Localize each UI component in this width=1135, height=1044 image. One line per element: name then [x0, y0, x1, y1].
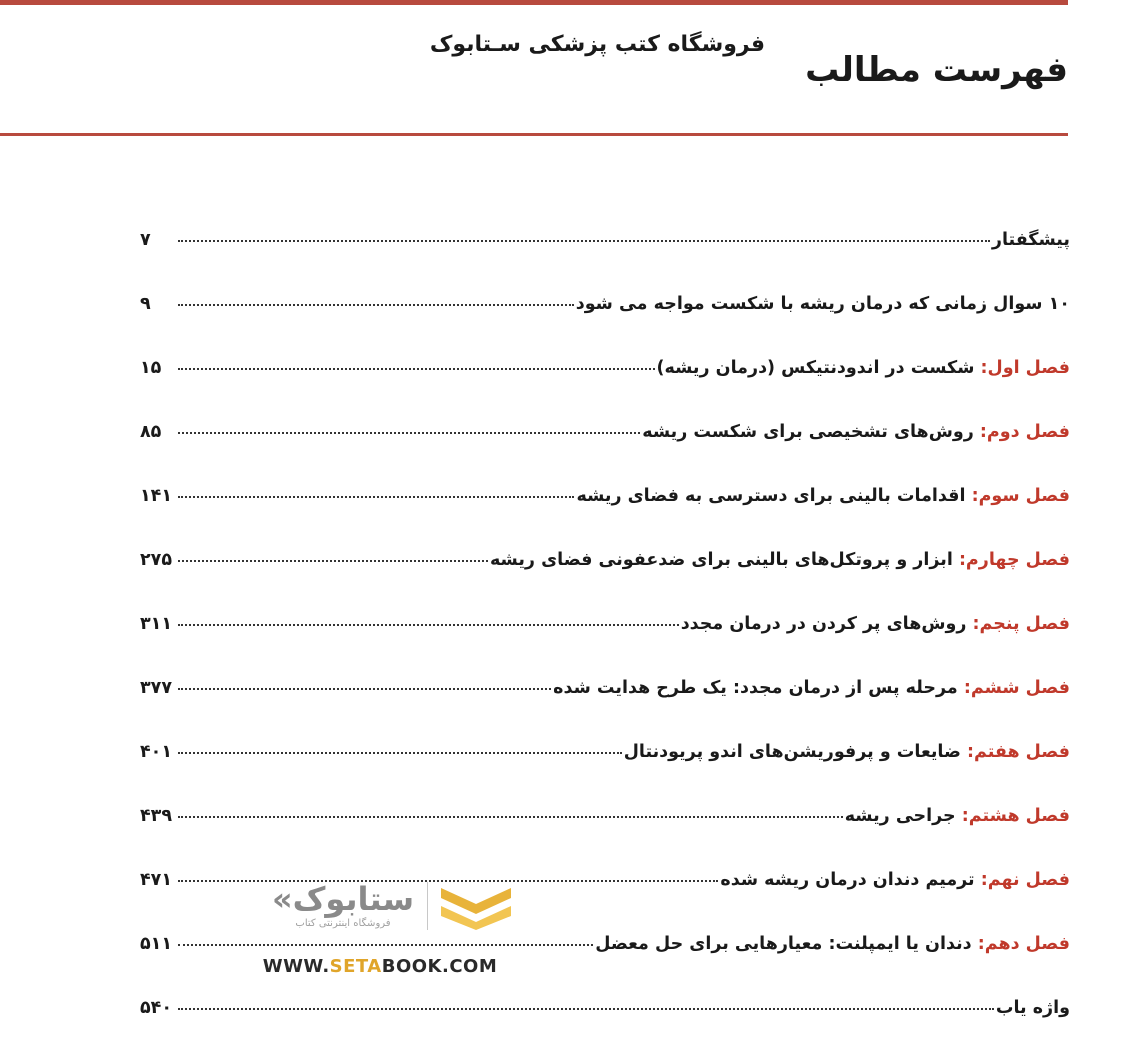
- toc-title: [996, 998, 1070, 1018]
- toc-title: [553, 678, 1070, 698]
- toc-row-chapter-6[interactable]: [140, 660, 1070, 698]
- header-rule: [0, 133, 1068, 136]
- dot-leader: [178, 240, 990, 242]
- toc-chapter: فصل اول:: [980, 358, 1070, 378]
- toc-title-text: ۱۰ سوال زمانی که درمان ریشه با شکست مواجه می شود: [575, 294, 1070, 314]
- dot-leader: [178, 624, 679, 626]
- toc-title-text: اقدامات بالینی برای دسترسی به فضای ریشه: [576, 486, 966, 506]
- dot-leader: [178, 560, 488, 562]
- toc-title: [490, 550, 1070, 570]
- toc-page: ۲۷۵: [140, 550, 173, 570]
- logo-tagline: فروشگاه اینترنتی کتاب: [295, 918, 391, 929]
- top-rule: [0, 0, 1068, 5]
- toc-page: ۳۷۷: [140, 678, 173, 698]
- toc-page: ۸۵: [140, 422, 162, 442]
- toc-row-index[interactable]: [140, 980, 1070, 1018]
- toc-row-chapter-3[interactable]: [140, 468, 1070, 506]
- toc-page: ۳۱۱: [140, 614, 173, 634]
- dot-leader: [178, 1008, 994, 1010]
- toc-title: [576, 486, 1070, 506]
- website-url[interactable]: [245, 956, 515, 977]
- toc-row-chapter-8[interactable]: [140, 788, 1070, 826]
- toc-chapter: فصل هفتم:: [966, 742, 1070, 762]
- toc-title-text: ترمیم دندان درمان ریشه شده: [720, 870, 975, 890]
- url-suffix: BOOK.COM: [381, 956, 498, 977]
- toc-row-chapter-7[interactable]: [140, 724, 1070, 762]
- toc-chapter: فصل هشتم:: [961, 806, 1070, 826]
- toc-row-10-questions[interactable]: [140, 276, 1070, 314]
- toc-title: [642, 422, 1070, 442]
- toc-page: ۱۵: [140, 358, 162, 378]
- toc-row-preface[interactable]: [140, 212, 1070, 250]
- setabook-watermark-logo: [245, 876, 515, 984]
- toc-chapter: فصل نهم:: [980, 870, 1070, 890]
- logo-wordmark: «ستابوک: [271, 880, 415, 918]
- toc-title-text: شکست در اندودنتیکس (درمان ریشه): [656, 358, 975, 378]
- toc-row-chapter-4[interactable]: [140, 532, 1070, 570]
- toc-title: [624, 742, 1070, 762]
- toc-title-text: دندان یا ایمپلنت: معیارهایی برای حل معضل: [595, 934, 972, 954]
- url-prefix: WWW.: [262, 956, 330, 977]
- toc-title: [576, 294, 1070, 314]
- toc-row-chapter-1[interactable]: [140, 340, 1070, 378]
- toc-page: ۹: [140, 294, 151, 314]
- dot-leader: [178, 432, 640, 434]
- page-title: فهرست مطالب: [805, 50, 1068, 90]
- dot-leader: [178, 816, 843, 818]
- toc-page: ۵۱۱: [140, 934, 173, 954]
- toc-chapter: فصل چهارم:: [958, 550, 1070, 570]
- toc-title: [595, 934, 1070, 954]
- toc-page: ۷: [140, 230, 151, 250]
- toc-title: [657, 358, 1071, 378]
- toc-page: ۱۴۱: [140, 486, 173, 506]
- toc-title-text: واژه یاب: [995, 998, 1070, 1018]
- toc-chapter: فصل ششم:: [963, 678, 1070, 698]
- toc-title-text: ضایعات و پرفوریشن‌های اندو پریودنتال: [623, 742, 961, 762]
- toc-title-text: مرحله پس از درمان مجدد: یک طرح هدایت شده: [553, 678, 958, 698]
- toc-page: ۴۳۹: [140, 806, 173, 826]
- toc-page: ۴۷۱: [140, 870, 173, 890]
- toc-page: ۴۰۱: [140, 742, 173, 762]
- toc-chapter: فصل دهم:: [977, 934, 1070, 954]
- toc-title-text: پیشگفتار: [991, 230, 1070, 250]
- toc-title-text: ابزار و پروتکل‌های بالینی برای ضدعفونی فضای ریشه: [489, 550, 953, 570]
- dot-leader: [178, 688, 551, 690]
- dot-leader: [178, 752, 622, 754]
- toc-page: ۵۴۰: [140, 998, 173, 1018]
- toc-title-text: جراحی ریشه: [844, 806, 956, 826]
- toc-title: [845, 806, 1070, 826]
- toc-title: [720, 870, 1070, 890]
- toc-chapter: فصل پنجم:: [972, 614, 1070, 634]
- dot-leader: [178, 496, 574, 498]
- setabook-chevron-icon: [441, 882, 511, 930]
- toc-title: [992, 230, 1070, 250]
- url-accent: SETA: [329, 956, 382, 977]
- toc-row-chapter-2[interactable]: [140, 404, 1070, 442]
- toc-title-text: روش‌های پر کردن در درمان مجدد: [680, 614, 967, 634]
- logo-divider: [427, 882, 428, 930]
- toc-chapter: فصل سوم:: [971, 486, 1070, 506]
- toc-chapter: فصل دوم:: [979, 422, 1070, 442]
- dot-leader: [178, 304, 574, 306]
- store-name: فروشگاه کتب پزشکی سـتابوک: [429, 32, 765, 57]
- toc-row-chapter-5[interactable]: [140, 596, 1070, 634]
- toc-title-text: روش‌های تشخیصی برای شکست ریشه: [642, 422, 974, 442]
- dot-leader: [178, 368, 655, 370]
- toc-title: [681, 614, 1070, 634]
